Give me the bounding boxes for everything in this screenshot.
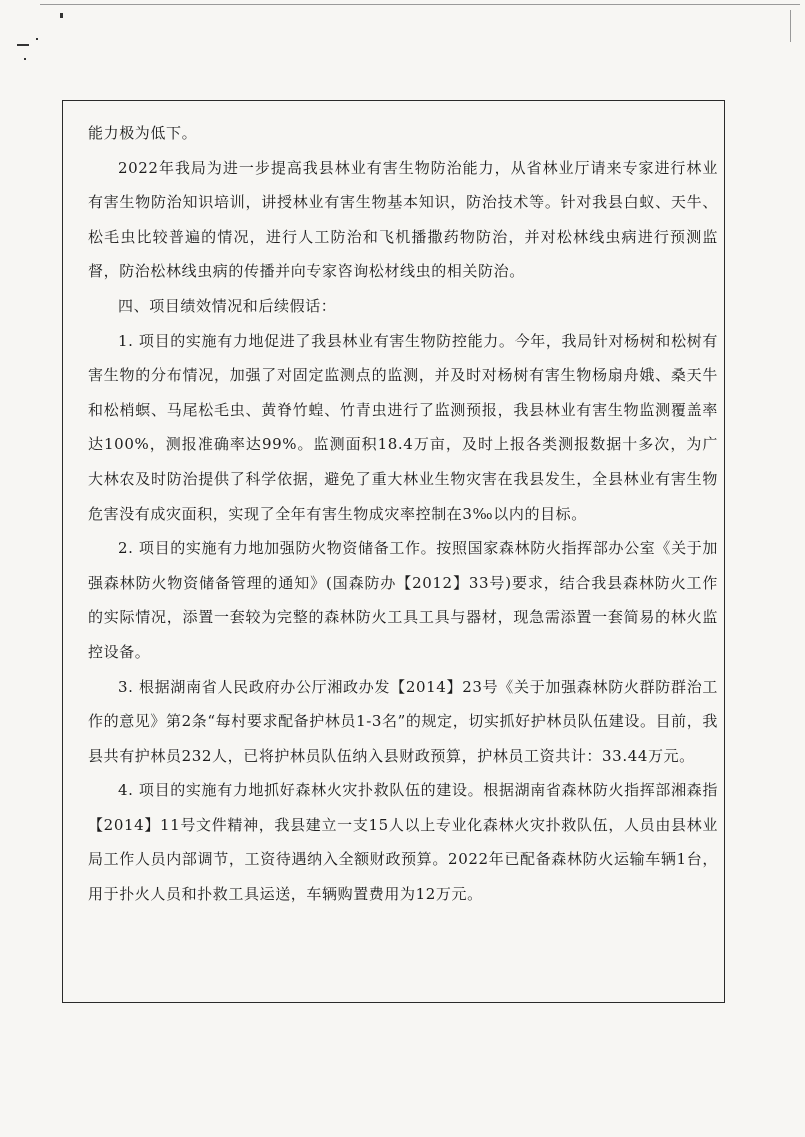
scan-speck-small bbox=[36, 38, 38, 40]
scan-speck-dash bbox=[17, 44, 29, 46]
paragraph-item-3: 3. 根据湖南省人民政府办公厅湘政办发【2014】23号《关于加强森林防火群防群治工作的意见》第2条“每村要求配备护林员1-3名”的规定，切实抓好护林员队伍建设。目前，我县共有护林员232人，已将护林员队伍纳入县财政预算，护林员工资共计：33.44万元。 bbox=[88, 677, 718, 765]
scan-speck-small-2 bbox=[24, 58, 26, 60]
document-body bbox=[88, 116, 718, 912]
paragraph-training: 2022年我局为进一步提高我县林业有害生物防治能力，从省林业厅请来专家进行林业有害生物防治知识培训，讲授林业有害生物基本知识，防治技术等。针对我县白蚁、天牛、松毛虫比较普遍的情况，进行人工防治和飞机播撒药物防治，并对松林线虫病进行预测监督，防治松林线虫病的传播并向专家咨询松材线虫的相关防治。 bbox=[88, 158, 718, 281]
section-heading-performance: 四、项目绩效情况和后续假话： bbox=[118, 296, 337, 315]
scan-top-edge-line bbox=[40, 4, 800, 5]
paragraph-item-4: 4. 项目的实施有力地抓好森林火灾扑救队伍的建设。根据湖南省森林防火指挥部湘森指【2014】11号文件精神，我县建立一支15人以上专业化森林火灾扑救队伍，人员由县林业局工作人员内部调节，工资待遇纳入全额财政预算。2022年已配备森林防火运输车辆1台，用于扑火人员和扑救工具运送，车辆购置费用为12万元。 bbox=[88, 781, 718, 904]
scan-speck-dot bbox=[60, 13, 63, 18]
scan-right-edge-line bbox=[790, 10, 791, 42]
paragraph-continuation: 能力极为低下。 bbox=[88, 124, 198, 142]
paragraph-item-2: 2. 项目的实施有力地加强防火物资储备工作。按照国家森林防火指挥部办公室《关于加强森林防火物资储备管理的通知》(国森防办【2012】33号)要求，结合我县森林防火工作的实际情况，添置一套较为完整的森林防火工具工具与器材，现急需添置一套简易的林火监控设备。 bbox=[88, 539, 718, 661]
paragraph-item-1: 1. 项目的实施有力地促进了我县林业有害生物防控能力。今年，我局针对杨树和松树有害生物的分布情况，加强了对固定监测点的监测，并及时对杨树有害生物杨扇舟娥、桑天牛和松梢螟、马尾松毛虫、黄脊竹蝗、竹青虫进行了监测预报，我县林业有害生物监测覆盖率达100%，测报准确率达99%。监测面积18.4万亩，及时上报各类测报数据十多次，为广大林农及时防治提供了科学依据，避免了重大林业生物灾害在我县发生，全县林业有害生物危害没有成灾面积，实现了全年有害生物成灾率控制在3‰以内的目标。 bbox=[88, 331, 718, 523]
